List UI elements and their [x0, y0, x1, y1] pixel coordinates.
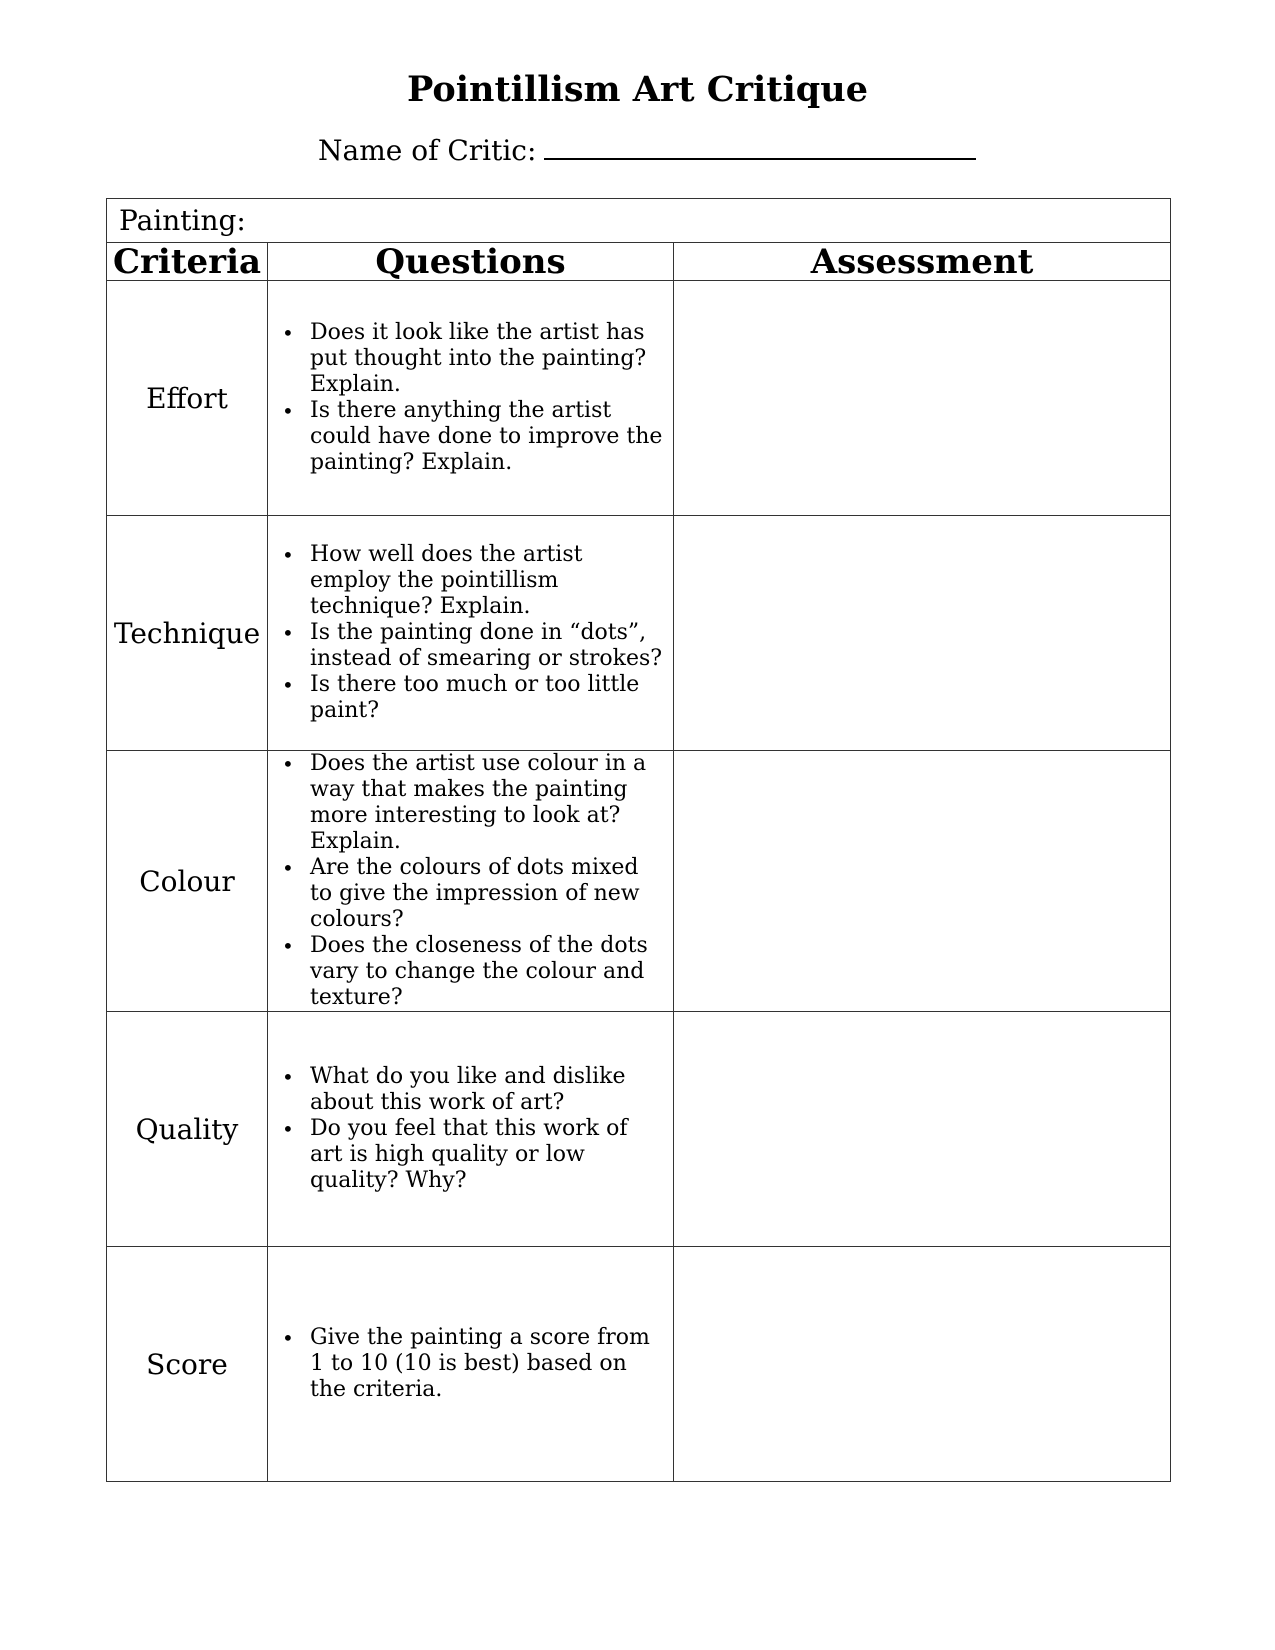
question-text: Does the closeness of the dots vary to change the colour and texture? [310, 933, 648, 1010]
critic-name-blank[interactable] [544, 130, 976, 160]
question-item [282, 398, 663, 476]
question-item [282, 542, 663, 620]
painting-field[interactable] [107, 199, 1171, 243]
question-list [268, 1064, 673, 1194]
criterion-label: Quality [107, 1012, 268, 1247]
assessment-cell[interactable] [674, 1247, 1171, 1482]
assessment-cell[interactable] [674, 516, 1171, 751]
criterion-label: Effort [107, 281, 268, 516]
bullet-icon: • [282, 752, 294, 776]
question-item [282, 855, 663, 933]
question-text: What do you like and dislike about this work of art? [310, 1064, 626, 1115]
question-text: Does it look like the artist has put thought into the painting? Explain. [310, 320, 647, 397]
question-item [282, 1064, 663, 1116]
questions-cell [268, 516, 674, 751]
bullet-icon: • [282, 321, 294, 345]
criterion-label: Technique [107, 516, 268, 751]
question-text: Give the painting a score from 1 to 10 (10 is best) based on the criteria. [310, 1325, 650, 1402]
assessment-header: Assessment [674, 243, 1171, 281]
questions-cell [268, 1012, 674, 1247]
bullet-icon: • [282, 934, 294, 958]
question-list [268, 1325, 673, 1403]
question-list [268, 320, 673, 476]
assessment-cell[interactable] [674, 281, 1171, 516]
criterion-label: Score [107, 1247, 268, 1482]
question-item [282, 1325, 663, 1403]
painting-label: Painting: [119, 204, 246, 237]
criterion-row-colour [107, 751, 1171, 1012]
criterion-row-score [107, 1247, 1171, 1482]
assessment-cell[interactable] [674, 751, 1171, 1012]
questions-cell [268, 751, 674, 1012]
question-text: Is there anything the artist could have done to improve the painting? Explain. [310, 398, 663, 475]
criterion-row-effort [107, 281, 1171, 516]
criterion-label: Colour [107, 751, 268, 1012]
assessment-cell[interactable] [674, 1012, 1171, 1247]
painting-row [107, 199, 1171, 243]
questions-header: Questions [268, 243, 674, 281]
question-text: Are the colours of dots mixed to give the impression of new colours? [310, 855, 640, 932]
question-text: Is there too much or too little paint? [310, 672, 640, 723]
header-row [107, 243, 1171, 281]
bullet-icon: • [282, 399, 294, 423]
bullet-icon: • [282, 673, 294, 697]
question-text: How well does the artist employ the pointillism technique? Explain. [310, 542, 583, 619]
criterion-row-quality [107, 1012, 1171, 1247]
question-item [282, 751, 663, 855]
bullet-icon: • [282, 856, 294, 880]
question-item [282, 1116, 663, 1194]
question-item [282, 620, 663, 672]
page-title: Pointillism Art Critique [407, 69, 868, 110]
critic-name-label: Name of Critic: [318, 134, 537, 167]
critic-name-line [318, 130, 976, 169]
bullet-icon: • [282, 621, 294, 645]
questions-cell [268, 1247, 674, 1482]
critique-table [106, 198, 1171, 1482]
bullet-icon: • [282, 1117, 294, 1141]
question-item [282, 320, 663, 398]
question-item [282, 672, 663, 724]
criteria-header: Criteria [107, 243, 268, 281]
bullet-icon: • [282, 1065, 294, 1089]
question-text: Does the artist use colour in a way that makes the painting more interesting to look at? Explain. [310, 751, 647, 854]
question-text: Do you feel that this work of art is high quality or low quality? Why? [310, 1116, 628, 1193]
bullet-icon: • [282, 1326, 294, 1350]
question-list [268, 751, 673, 1011]
question-list [268, 542, 673, 724]
criterion-row-technique [107, 516, 1171, 751]
critique-rows [107, 281, 1171, 1482]
questions-cell [268, 281, 674, 516]
bullet-icon: • [282, 543, 294, 567]
question-text: Is the painting done in “dots”, instead of smearing or strokes? [310, 620, 663, 671]
question-item [282, 933, 663, 1011]
